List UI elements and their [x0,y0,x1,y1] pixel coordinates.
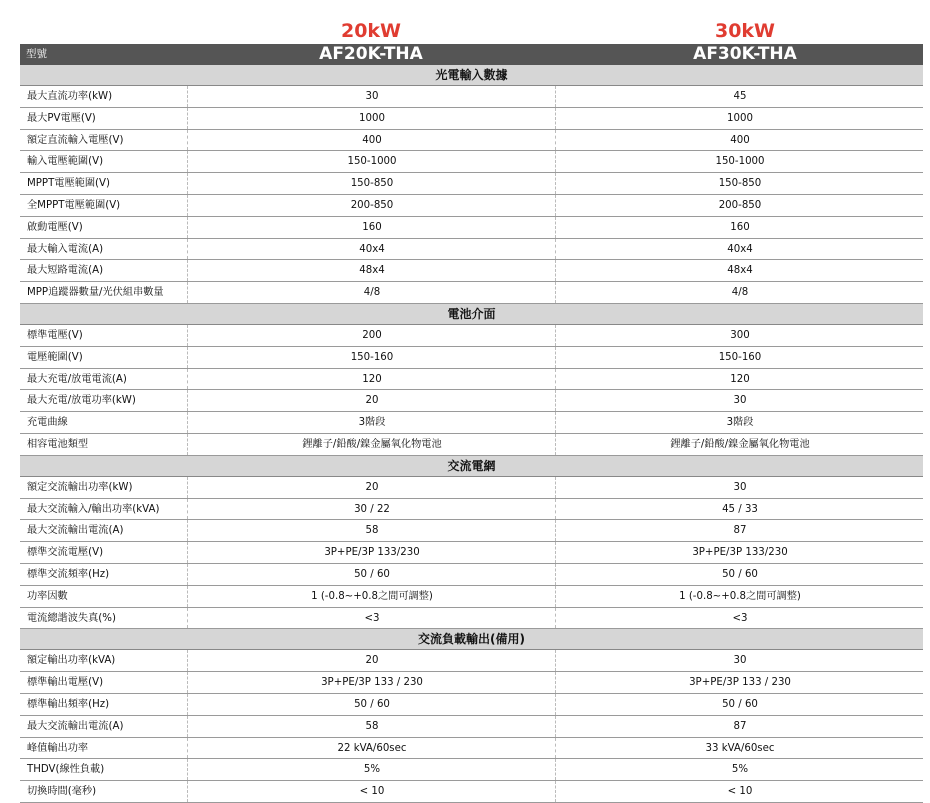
spec-value-model-1: 30 [187,86,556,107]
spec-value-model-2: 48x4 [555,260,924,281]
spec-label: 額定直流輸入電壓(V) [27,134,124,146]
spec-value-model-1: 3P+PE/3P 133/230 [187,542,556,563]
spec-value-model-2: 87 [555,520,924,541]
table-row [20,195,923,217]
table-row [20,586,923,608]
spec-value-model-2: 150-850 [555,173,924,194]
spec-label: 最大充電/放電電流(A) [27,373,127,385]
table-row [20,542,923,564]
spec-value-model-2: 33 kVA/60sec [555,738,924,759]
spec-value-model-2: 200-850 [555,195,924,216]
section-header: 光電輸入數據 [20,65,923,86]
spec-value-model-1: 1 (-0.8~+0.8之間可調整) [187,586,556,607]
spec-value-model-2: 120 [555,369,924,390]
table-row [20,608,923,630]
spec-label: 最大交流輸出電流(A) [27,525,124,537]
power-rating-30kw: 30kW [714,20,776,42]
table-row [20,130,923,152]
spec-label: MPP追蹤器數量/光伏組串數量 [27,287,164,299]
spec-value-model-1: 58 [187,520,556,541]
table-row [20,86,923,108]
table-row [20,151,923,173]
spec-label: 最大直流功率(kW) [27,91,113,102]
table-row [20,173,923,195]
spec-value-model-1: 48x4 [187,260,556,281]
spec-value-model-1: 150-160 [187,347,556,368]
spec-value-model-1: 3階段 [187,412,556,433]
spec-value-model-2: 87 [555,716,924,737]
spec-label: 最大交流輸入/輸出功率(kVA) [27,503,160,515]
table-row [20,282,923,304]
spec-value-model-1: 20 [187,477,556,498]
table-row [20,239,923,261]
table-row [20,650,923,672]
spec-value-model-2: 50 / 60 [555,694,924,715]
table-row [20,347,923,369]
spec-label: 最大短路電流(A) [27,265,104,277]
spec-value-model-1: 150-1000 [187,151,556,172]
spec-value-model-2: 1 (-0.8~+0.8之間可調整) [555,586,924,607]
table-row [20,477,923,499]
spec-value-model-1: 22 kVA/60sec [187,738,556,759]
spec-value-model-2: 400 [555,130,924,151]
spec-value-model-1: 200-850 [187,195,556,216]
table-row [20,217,923,239]
model-name-2: AF30K-THA [693,44,797,64]
spec-value-model-2: 鋰離子/鉛酸/鎳金屬氧化物電池 [555,434,924,455]
spec-value-model-1: 3P+PE/3P 133 / 230 [187,672,556,693]
table-row [20,499,923,521]
spec-value-model-2: 30 [555,477,924,498]
power-rating-20kw: 20kW [340,20,402,42]
spec-label: 輸入電壓範圍(V) [27,156,104,168]
spec-label: MPPT電壓範圍(V) [27,178,110,190]
spec-value-model-1: 30 / 22 [187,499,556,520]
spec-label: 標準電壓(V) [27,329,83,341]
table-row [20,672,923,694]
table-row [20,781,923,803]
spec-value-model-2: 45 [555,86,924,107]
spec-label: 電流總諧波失真(%) [27,612,116,624]
table-row [20,738,923,760]
spec-label: 最大交流輸出電流(A) [27,720,124,732]
spec-value-model-1: 5% [187,759,556,780]
spec-value-model-1: 20 [187,650,556,671]
spec-value-model-2: 45 / 33 [555,499,924,520]
spec-value-model-2: 30 [555,650,924,671]
spec-value-model-1: < 10 [187,781,556,802]
spec-value-model-2: 30 [555,390,924,411]
model-name-1: AF20K-THA [319,44,423,64]
spec-label: 啟動電壓(V) [27,221,83,233]
section-header: 電池介面 [20,304,923,325]
spec-value-model-2: 3階段 [555,412,924,433]
table-row [20,759,923,781]
spec-value-model-2: 50 / 60 [555,564,924,585]
spec-value-model-1: 58 [187,716,556,737]
spec-value-model-1: 4/8 [187,282,556,303]
spec-label: 額定交流輸出功率(kW) [27,481,133,493]
spec-label: THDV(線性負載) [27,764,105,776]
table-row [20,108,923,130]
spec-value-model-1: 20 [187,390,556,411]
spec-value-model-2: 3P+PE/3P 133 / 230 [555,672,924,693]
spec-value-model-2: 40x4 [555,239,924,260]
spec-label: 充電曲線 [27,417,68,429]
spec-value-model-2: 1000 [555,108,924,129]
power-rating-row [20,0,923,44]
spec-value-model-2: 150-1000 [555,151,924,172]
spec-label: 標準輸出電壓(V) [27,677,104,689]
spec-value-model-1: 120 [187,369,556,390]
spec-value-model-1: 400 [187,130,556,151]
spec-value-model-1: 1000 [187,108,556,129]
spec-value-model-1: 40x4 [187,239,556,260]
table-row [20,716,923,738]
spec-label: 電壓範圍(V) [27,351,83,363]
table-row [20,520,923,542]
spec-label: 最大PV電壓(V) [27,112,96,124]
spec-value-model-2: 150-160 [555,347,924,368]
model-header-row [20,44,923,65]
table-row [20,369,923,391]
spec-label: 最大充電/放電功率(kW) [27,395,136,407]
table-row [20,390,923,412]
table-row [20,694,923,716]
spec-label: 最大輸入電流(A) [27,243,104,255]
section-header: 交流負載輸出(備用) [20,629,923,650]
table-row [20,434,923,456]
spec-label: 全MPPT電壓範圍(V) [27,199,121,211]
spec-value-model-1: <3 [187,608,556,629]
spec-label: 額定輸出功率(kVA) [27,655,116,667]
spec-sheet [20,0,923,803]
spec-table-body [20,65,923,803]
spec-label: 相容電池類型 [27,438,89,450]
table-row [20,564,923,586]
spec-value-model-2: 160 [555,217,924,238]
spec-value-model-1: 160 [187,217,556,238]
spec-label: 切換時間(毫秒) [27,786,97,798]
spec-value-model-2: <3 [555,608,924,629]
spec-value-model-2: 300 [555,325,924,346]
table-row [20,325,923,347]
spec-label: 標準輸出頻率(Hz) [27,698,110,710]
spec-label: 標準交流電壓(V) [27,547,104,559]
spec-value-model-1: 200 [187,325,556,346]
table-row [20,412,923,434]
spec-value-model-2: < 10 [555,781,924,802]
spec-value-model-2: 3P+PE/3P 133/230 [555,542,924,563]
section-header: 交流電網 [20,456,923,477]
spec-value-model-1: 50 / 60 [187,694,556,715]
spec-value-model-1: 50 / 60 [187,564,556,585]
spec-label: 標準交流頻率(Hz) [27,568,110,580]
spec-label: 功率因數 [27,590,68,602]
spec-value-model-1: 鋰離子/鉛酸/鎳金屬氧化物電池 [187,434,556,455]
table-row [20,260,923,282]
spec-label: 峰值輸出功率 [27,742,89,754]
model-label: 型號 [26,48,47,60]
spec-value-model-1: 150-850 [187,173,556,194]
spec-value-model-2: 5% [555,759,924,780]
spec-value-model-2: 4/8 [555,282,924,303]
